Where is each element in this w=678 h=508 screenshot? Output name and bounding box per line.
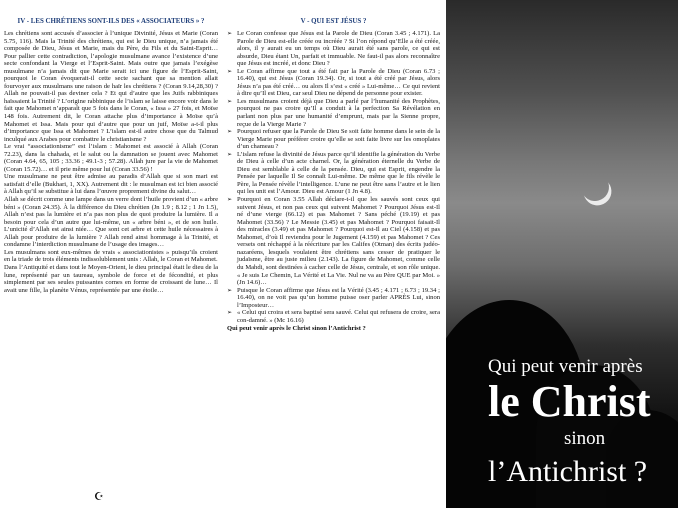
paragraph: Une musulmane ne peut être admise au paradis d’Allah que si son mari est satisfait d’elle (Bukhari, 1, XX). Autrement dit : le musulman est ici bien associé à Allah qu’il se substitue à lui dans l’œuvre proprement divine du salut… bbox=[4, 173, 218, 196]
paragraph: Dans l’Antiquité et dans tout le Moyen-Orient, le dieu principal était le dieu de la lune, représenté par un taureau, symbole de force et de fécondité, et plus simplement par ses seules puissantes cornes en forme de croissant de lune… Il avait une fille, la planète Vénus, représentée par une étoile… bbox=[4, 263, 218, 294]
bullet-item: ➢ Le Coran affirme que tout a été fait par la Parole de Dieu (Coran 6.73 ; 16.40), qui est Jésus (Coran 19.34). Or, si tout a été créé par Jésus, alors Jésus n’a pas été créé… ou alors Il s’est « créé » Lui-même… Ce qui revient à dire qu’Il est Dieu, car seul Dieu ne dépend de personne pour exister. bbox=[227, 68, 440, 98]
bullet-item: ➢ Pourquoi refuser que la Parole de Dieu Se soit faite homme dans le sein de la Vierge Marie pour préférer croire qu’elle se soit faite livre sur les omoplates d’un chameau ? bbox=[227, 128, 440, 151]
cover-title-line2: le Christ bbox=[488, 377, 651, 426]
cover-title-line4: l’Antichrist ? bbox=[488, 455, 648, 488]
middle-column bbox=[227, 18, 440, 333]
closing-line: Qui peut venir après le Christ sinon l’Antichrist ? bbox=[227, 325, 366, 333]
bullet-list bbox=[227, 30, 440, 324]
crescent-star-icon: ☪ bbox=[94, 490, 104, 503]
cover-panel bbox=[446, 0, 678, 508]
crescent-moon-icon bbox=[579, 171, 611, 203]
paragraph: Allah se décrit comme une lampe dans un verre dont l’huile provient d’un « arbre béni » (Coran 24.35). À la différence du Dieu chrétien (Jn 1.9 ; 8.12 ; 1 Jn 1.5), Allah n’est pas la lumière et n’a pas non plus de quoi produire la lumière. Il a besoin pour cela d’un autre que lui-même, un « arbre béni », et de son huile. L’unicité d’Allah est ainsi niée… Que sont cet arbre et cette huile nécessaires à Allah pour produire de la lumière ? Allah rend ainsi hommage à la Trinité, et condamne l’interdiction musulmane de l’usage des images… bbox=[4, 196, 218, 249]
paragraph: Les musulmans sont eux-mêmes de vrais « associationistes » puisqu’ils croient en la triade de trois éléments indissolublement unis : Allah, le Coran et Mahomet. bbox=[4, 248, 218, 264]
left-column bbox=[4, 18, 218, 294]
bullet-item: ➢ L’islam refuse la divinité de Jésus parce qu’il identifie la génération du Verbe de Dieu à celle d’un acte charnel. Or, la génération éternelle du Verbe de Dieu est semblable à celle de la pensée. Dieu, qui est Esprit, engendre la Pensée par laquelle Il Se connaît Lui-même. De même que le fils révèle le Père, la Pensée révèle l’intelligence. L’une ne peut être sans l’autre et le lien qui les unit est l’Amour. Dieu est Amour (1 Jn 4.8). bbox=[227, 151, 440, 196]
bullet-item: ➢ Les musulmans croient déjà que Dieu a parlé par l’humanité des Prophètes, pourquoi ne pas croire qu’Il a conduit à la perfection Sa Révélation en parlant non plus par une humanité d’emprunt, mais par la Sienne propre, reçue de la Vierge Marie ? bbox=[227, 98, 440, 128]
paragraph: Le vrai “associationisme” est l’islam : Mahomet est associé à Allah (Coran 72.23), dans la chahada, et le salut ou la damnation se jouent avec Mahomet (Coran 4.64, 65, 105 ; 33.36 ; 49.1-3 ; 57.28). Allah jure par la vie de Mahomet (Coran 15.72)… et il prie même pour lui (Coran 33.56) ! bbox=[4, 143, 218, 173]
section-heading-v: V - QUI EST JÉSUS ? bbox=[300, 18, 367, 25]
bullet-item: ➢ « Celui qui croira et sera baptisé sera sauvé. Celui qui refusera de croire, sera con-damné. » (Mc 16.16) bbox=[227, 309, 440, 324]
cover-title-line3: sinon bbox=[564, 428, 606, 449]
cover-title-line1: Qui peut venir après bbox=[488, 356, 643, 377]
section-heading-iv: IV - LES CHRÉTIENS SONT-ILS DES « ASSOCIATEURS » ? bbox=[17, 18, 205, 25]
bullet-item: ➢ Le Coran confesse que Jésus est la Parole de Dieu (Coran 3.45 ; 4.171). La Parole de Dieu est-elle créée ou incréée ? Si l’on répond qu’Elle a été créée, alors, il y aurait eu un temps où Dieu aurait été sans parole, ce qui est absurde, Dieu étant Un, parfait et immuable. Ne faut-il pas alors reconnaître que Jésus est incréé, et donc Dieu ? bbox=[227, 30, 440, 68]
bullet-item: ➢ Puisque le Coran affirme que Jésus est la Vérité (3.45 ; 4.171 ; 6.73 ; 19.34 ; 16.40), on ne voit pas qu’un homme puisse oser parler APRÈS Lui, sinon l’Imposteur… bbox=[227, 287, 440, 310]
paragraph: Les chrétiens sont accusés d’associer à l’unique Divinité, Jésus et Marie (Coran 5.75, 116). Mais la Trinité des chrétiens, qui est le Dieu unique, n’a jamais été composée de Dieu, Jésus et Marie, mais du Père, du Fils et du Saint-Esprit… Pour pallier cette contradiction, l’apologie musulmane avance l’existence d’une secte confondant la Vierge et l’Esprit-Saint. Mais outre que jamais l’exégèse musulmane n’a jamais dit que Marie serait ici une figure de l’Esprit-Saint, pourquoi le Coran évoquerait-il cette secte sachant que sa mention allait fourvoyer aux musulmans une raison de haïr les chrétiens ? (Coran 9.14,28,30) ? Allah ne pouvait-il pas deviner cela ? Et qui d’autre que les Juifs rabbiniques haïssaient la Trinité ? L’origine rabbinique de l’islam se laisse encore voir dans le fait que Mahomet n’apparaît que 5 fois dans le Coran, « Issa » 27 fois, et Moïse 148 fois. Autrement dit, le Coran attache plus d’importance à Moïse qu’à Mahomet et Issa. Mais pour qui d’autre que pour un juif, Moïse a-t-il plus d’importance que Issa et Mahomet ? L’islam est-il autre chose que du Talmud inculqué aux Arabes pour combattre le christianisme ? bbox=[4, 30, 218, 143]
bullet-item: ➢ Pourquoi en Coran 3.55 Allah déclare-t-il que les sauvés sont ceux qui suivent Jésus, et non pas ceux qui suivent Mahomet ? Pourquoi Jésus est-Il né d’une vierge (66.12) et pas Mahomet ? Sans péché (19.19) et pas Mahomet (33.56) ? Le Messie (3.45) et pas Mahomet ? Pourquoi faisait-Il des miracles (3.49) et pas Mahomet ? Pourquoi est-Il au Ciel (4.158) et pas Mahomet, d’où Il reviendra pour le Jugement (4.159) et pas Mahomet ? Ces versets ont réchappé à la réécriture par les Califes (Otman) des écrits judéo-nazaréens, lesquels voulaient être chrétiens sans cesser de pratiquer le judaïsme, être au juste milieu (2.143). La figure de Mahomet, comme celle du Mahdi, sont destinées à cacher celle de Jésus, centrale, et son rôle unique. « Je suis Le Chemin, La Vérité et La Vie. Nul ne va au Père QUE par Moi. » (Jn 14.6)… bbox=[227, 196, 440, 287]
